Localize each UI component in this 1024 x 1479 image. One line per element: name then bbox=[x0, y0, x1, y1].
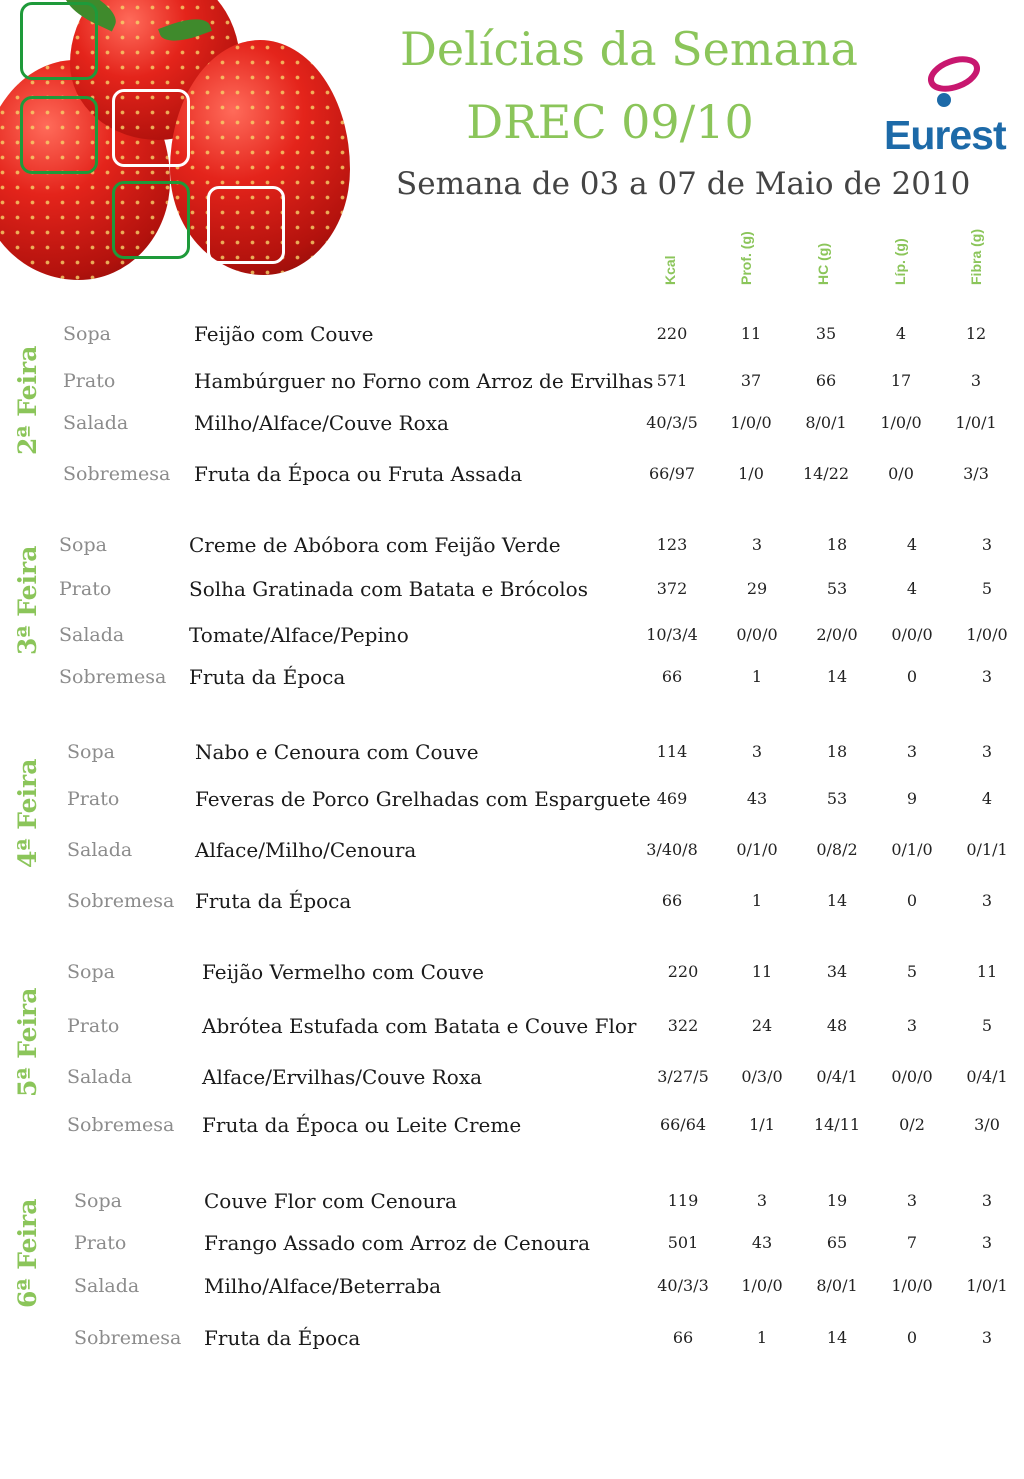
fiber-value: 1/0/1 bbox=[966, 1276, 1008, 1295]
carbs-value: 8/0/1 bbox=[805, 413, 847, 432]
dish-name: Milho/Alface/Couve Roxa bbox=[194, 411, 449, 435]
menu-row bbox=[0, 411, 1024, 441]
menu-row bbox=[0, 1065, 1024, 1095]
dish-name: Fruta da Época bbox=[195, 889, 352, 913]
carbs-value: 53 bbox=[826, 579, 848, 598]
menu-row bbox=[0, 1326, 1024, 1356]
dish-name: Abrótea Estufada com Batata e Couve Flor bbox=[202, 1014, 637, 1038]
kcal-value: 571 bbox=[656, 371, 688, 390]
dish-name: Fruta da Época ou Fruta Assada bbox=[194, 462, 523, 486]
fiber-value: 3 bbox=[981, 891, 993, 910]
lipids-value: 0/2 bbox=[899, 1115, 925, 1134]
col-head-fibra: Fibra (g) bbox=[968, 229, 984, 285]
course-category: Salada bbox=[59, 624, 125, 646]
fiber-value: 5 bbox=[981, 1016, 993, 1035]
fiber-value: 12 bbox=[965, 324, 987, 343]
page-subtitle-code: DREC 09/10 bbox=[466, 95, 754, 149]
course-category: Prato bbox=[74, 1232, 127, 1254]
kcal-value: 10/3/4 bbox=[646, 625, 698, 644]
lipids-value: 1/0/0 bbox=[891, 1276, 933, 1295]
lipids-value: 3 bbox=[906, 1191, 918, 1210]
lipids-value: 0/0/0 bbox=[891, 625, 933, 644]
dish-name: Nabo e Cenoura com Couve bbox=[195, 740, 479, 764]
menu-row bbox=[0, 462, 1024, 492]
fiber-value: 0/4/1 bbox=[966, 1067, 1008, 1086]
protein-value: 0/0/0 bbox=[736, 625, 778, 644]
fiber-value: 3/0 bbox=[974, 1115, 1000, 1134]
protein-value: 1 bbox=[751, 667, 763, 686]
protein-value: 1/0 bbox=[738, 464, 764, 483]
lipids-value: 0 bbox=[906, 891, 918, 910]
dish-name: Tomate/Alface/Pepino bbox=[189, 623, 409, 647]
course-category: Salada bbox=[74, 1275, 140, 1297]
dish-name: Feveras de Porco Grelhadas com Esparguete bbox=[195, 787, 651, 811]
kcal-value: 469 bbox=[656, 789, 688, 808]
fiber-value: 3 bbox=[981, 667, 993, 686]
kcal-value: 114 bbox=[656, 742, 688, 761]
kcal-value: 322 bbox=[667, 1016, 699, 1035]
day-label-text: 6ª Feira bbox=[13, 1198, 42, 1308]
course-category: Sobremesa bbox=[59, 666, 167, 688]
protein-value: 1/0/0 bbox=[741, 1276, 783, 1295]
kcal-value: 66 bbox=[661, 667, 683, 686]
day-label-text: 2ª Feira bbox=[13, 345, 42, 455]
kcal-value: 40/3/3 bbox=[657, 1276, 709, 1295]
protein-value: 0/3/0 bbox=[741, 1067, 783, 1086]
protein-value: 3 bbox=[751, 535, 763, 554]
kcal-value: 501 bbox=[667, 1233, 699, 1252]
col-head-prot: Prof. (g) bbox=[738, 231, 754, 285]
dish-name: Frango Assado com Arroz de Cenoura bbox=[204, 1231, 591, 1255]
lipids-value: 0 bbox=[906, 1328, 918, 1347]
kcal-value: 220 bbox=[656, 324, 688, 343]
kcal-value: 220 bbox=[667, 962, 699, 981]
col-head-lip: Líp. (g) bbox=[892, 238, 908, 285]
lipids-value: 0/1/0 bbox=[891, 840, 933, 859]
dish-name: Alface/Milho/Cenoura bbox=[195, 838, 417, 862]
protein-value: 0/1/0 bbox=[736, 840, 778, 859]
menu-row bbox=[0, 1274, 1024, 1304]
fiber-value: 3 bbox=[970, 371, 982, 390]
fiber-value: 11 bbox=[976, 962, 998, 981]
col-head-hc: HC (g) bbox=[815, 243, 831, 285]
day-label-text: 3ª Feira bbox=[13, 545, 42, 655]
dish-name: Alface/Ervilhas/Couve Roxa bbox=[202, 1065, 483, 1089]
carbs-value: 19 bbox=[826, 1191, 848, 1210]
protein-value: 3 bbox=[756, 1191, 768, 1210]
carbs-value: 35 bbox=[815, 324, 837, 343]
lipids-value: 1/0/0 bbox=[880, 413, 922, 432]
logo-word: Eurest bbox=[884, 112, 1006, 158]
dish-name: Feijão com Couve bbox=[194, 322, 374, 346]
dish-name: Couve Flor com Cenoura bbox=[204, 1189, 457, 1213]
fiber-value: 3 bbox=[981, 1191, 993, 1210]
protein-value: 43 bbox=[746, 789, 768, 808]
kcal-value: 3/40/8 bbox=[646, 840, 698, 859]
course-category: Salada bbox=[67, 839, 133, 861]
lipids-value: 4 bbox=[906, 535, 918, 554]
lipids-value: 0/0 bbox=[888, 464, 914, 483]
menu-row bbox=[0, 322, 1024, 352]
carbs-value: 14/11 bbox=[813, 1115, 861, 1134]
dish-name: Creme de Abóbora com Feijão Verde bbox=[189, 533, 561, 557]
dish-name: Fruta da Época bbox=[204, 1326, 361, 1350]
carbs-value: 8/0/1 bbox=[816, 1276, 858, 1295]
dish-name: Fruta da Época bbox=[189, 665, 346, 689]
protein-value: 11 bbox=[751, 962, 773, 981]
carbs-value: 0/4/1 bbox=[816, 1067, 858, 1086]
carbs-value: 2/0/0 bbox=[816, 625, 858, 644]
lipids-value: 4 bbox=[906, 579, 918, 598]
menu-row bbox=[0, 577, 1024, 607]
fiber-value: 4 bbox=[981, 789, 993, 808]
kcal-value: 3/27/5 bbox=[657, 1067, 709, 1086]
menu-row bbox=[0, 1014, 1024, 1044]
course-category: Salada bbox=[63, 412, 129, 434]
eurest-logo bbox=[884, 52, 1019, 162]
fiber-value: 5 bbox=[981, 579, 993, 598]
kcal-value: 372 bbox=[656, 579, 688, 598]
course-category: Sopa bbox=[63, 323, 111, 345]
lipids-value: 7 bbox=[906, 1233, 918, 1252]
fiber-value: 3 bbox=[981, 1328, 993, 1347]
menu-row bbox=[0, 1189, 1024, 1219]
course-category: Sopa bbox=[67, 961, 115, 983]
menu-row bbox=[0, 1231, 1024, 1261]
carbs-value: 14/22 bbox=[802, 464, 850, 483]
dish-name: Feijão Vermelho com Couve bbox=[202, 960, 484, 984]
protein-value: 1/0/0 bbox=[730, 413, 772, 432]
kcal-value: 40/3/5 bbox=[646, 413, 698, 432]
course-category: Prato bbox=[59, 578, 112, 600]
lipids-value: 4 bbox=[895, 324, 907, 343]
lipids-value: 3 bbox=[906, 1016, 918, 1035]
fiber-value: 3 bbox=[981, 742, 993, 761]
menu-row bbox=[0, 740, 1024, 770]
col-head-kcal: Kcal bbox=[662, 255, 678, 285]
lipids-value: 0/0/0 bbox=[891, 1067, 933, 1086]
kcal-value: 66 bbox=[661, 891, 683, 910]
course-category: Prato bbox=[67, 1015, 120, 1037]
week-range: Semana de 03 a 07 de Maio de 2010 bbox=[396, 166, 971, 202]
protein-value: 43 bbox=[751, 1233, 773, 1252]
protein-value: 3 bbox=[751, 742, 763, 761]
menu-row bbox=[0, 623, 1024, 653]
fiber-value: 3/3 bbox=[963, 464, 989, 483]
menu-row bbox=[0, 1113, 1024, 1143]
course-category: Sobremesa bbox=[74, 1327, 182, 1349]
protein-value: 1/1 bbox=[749, 1115, 775, 1134]
dish-name: Fruta da Época ou Leite Creme bbox=[202, 1113, 522, 1137]
kcal-value: 66/97 bbox=[648, 464, 696, 483]
protein-value: 1 bbox=[756, 1328, 768, 1347]
fiber-value: 1/0/0 bbox=[966, 625, 1008, 644]
fiber-value: 3 bbox=[981, 1233, 993, 1252]
kcal-value: 66 bbox=[672, 1328, 694, 1347]
fiber-value: 1/0/1 bbox=[955, 413, 997, 432]
carbs-value: 65 bbox=[826, 1233, 848, 1252]
protein-value: 29 bbox=[746, 579, 768, 598]
course-category: Salada bbox=[67, 1066, 133, 1088]
carbs-value: 14 bbox=[826, 667, 848, 686]
protein-value: 24 bbox=[751, 1016, 773, 1035]
lipids-value: 17 bbox=[890, 371, 912, 390]
carbs-value: 34 bbox=[826, 962, 848, 981]
day-label-text: 5ª Feira bbox=[13, 987, 42, 1097]
course-category: Prato bbox=[63, 370, 116, 392]
menu-row bbox=[0, 960, 1024, 990]
menu-row bbox=[0, 889, 1024, 919]
carbs-value: 0/8/2 bbox=[816, 840, 858, 859]
carbs-value: 18 bbox=[826, 742, 848, 761]
fiber-value: 3 bbox=[981, 535, 993, 554]
page-title: Delícias da Semana bbox=[400, 22, 858, 76]
lipids-value: 5 bbox=[906, 962, 918, 981]
protein-value: 37 bbox=[740, 371, 762, 390]
carbs-value: 66 bbox=[815, 371, 837, 390]
dish-name: Milho/Alface/Beterraba bbox=[204, 1274, 442, 1298]
course-category: Sobremesa bbox=[67, 890, 175, 912]
course-category: Sobremesa bbox=[67, 1114, 175, 1136]
kcal-value: 66/64 bbox=[659, 1115, 707, 1134]
strawberry-photo bbox=[0, 0, 352, 286]
protein-value: 1 bbox=[751, 891, 763, 910]
menu-row bbox=[0, 665, 1024, 695]
lipids-value: 3 bbox=[906, 742, 918, 761]
kcal-value: 123 bbox=[656, 535, 688, 554]
lipids-value: 0 bbox=[906, 667, 918, 686]
dish-name: Hambúrguer no Forno com Arroz de Ervilhas bbox=[194, 369, 654, 393]
course-category: Sobremesa bbox=[63, 463, 171, 485]
day-label-text: 4ª Feira bbox=[13, 758, 42, 868]
menu-row bbox=[0, 787, 1024, 817]
protein-value: 11 bbox=[740, 324, 762, 343]
carbs-value: 48 bbox=[826, 1016, 848, 1035]
fiber-value: 0/1/1 bbox=[966, 840, 1008, 859]
course-category: Sopa bbox=[74, 1190, 122, 1212]
course-category: Prato bbox=[67, 788, 120, 810]
dish-name: Solha Gratinada com Batata e Brócolos bbox=[189, 577, 588, 601]
menu-row bbox=[0, 533, 1024, 563]
course-category: Sopa bbox=[59, 534, 107, 556]
carbs-value: 18 bbox=[826, 535, 848, 554]
course-category: Sopa bbox=[67, 741, 115, 763]
carbs-value: 14 bbox=[826, 891, 848, 910]
lipids-value: 9 bbox=[906, 789, 918, 808]
menu-row bbox=[0, 838, 1024, 868]
menu-row bbox=[0, 369, 1024, 399]
kcal-value: 119 bbox=[667, 1191, 699, 1210]
carbs-value: 14 bbox=[826, 1328, 848, 1347]
carbs-value: 53 bbox=[826, 789, 848, 808]
